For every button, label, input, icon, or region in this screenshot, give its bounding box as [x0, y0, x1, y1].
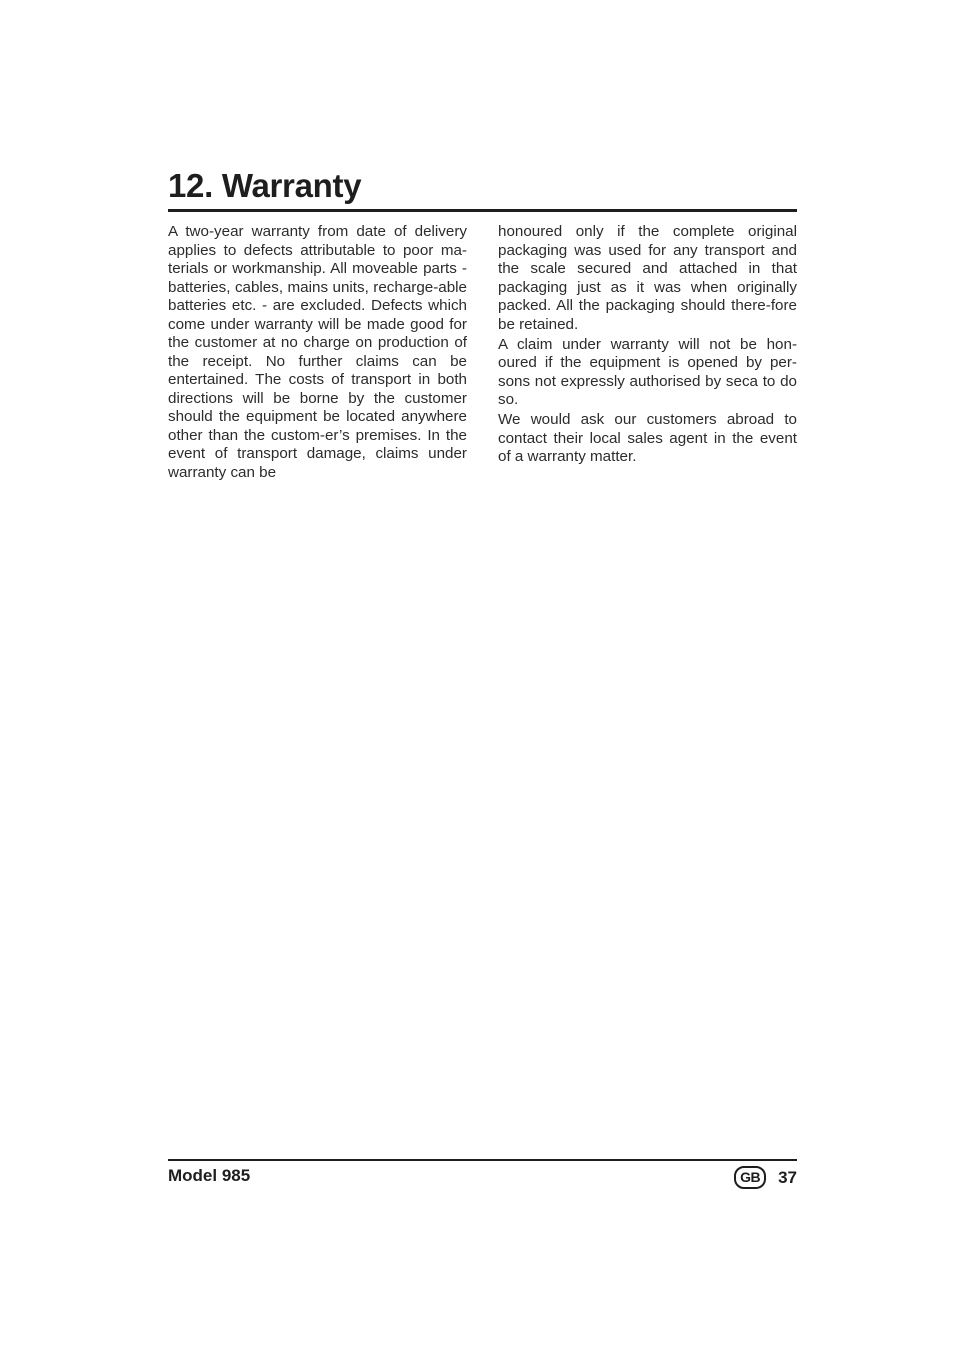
footer-model-name: Model 985 [168, 1166, 251, 1185]
paragraph: honoured only if the complete original packaging was used for any transport and the scale secured and attached in that packaging just as it was when originally packed. All the packaging should there-fore be retained. [498, 223, 797, 333]
language-badge: GB [734, 1166, 766, 1189]
footer-divider [168, 1159, 797, 1161]
paragraph: We would ask our customers abroad to contact their local sales agent in the event of a warranty matter. [498, 411, 797, 465]
page-number: 37 [778, 1167, 797, 1187]
page-title: 12. Warranty [168, 167, 362, 204]
paragraph: A two-year warranty from date of delivery applies to defects attributable to poor ma-terials or workmanship. All moveable parts - batteries, cables, mains units, recharge-able batteries etc. - are excluded. Defects which come under warranty will be made good for the customer at no charge on production of the receipt. No further claims can be entertained. The costs of transport in both directions will be borne by the customer should the equipment be located anywhere other than the custom-er’s premises. In the event of transport damage, claims under warranty can be [168, 223, 467, 481]
title-divider [168, 209, 797, 212]
footer-page-info [734, 1166, 797, 1189]
left-text-column [168, 223, 467, 482]
paragraph: A claim under warranty will not be hon-oured if the equipment is opened by per-sons not expressly authorised by seca to do so. [498, 335, 797, 408]
right-text-column [498, 223, 797, 467]
